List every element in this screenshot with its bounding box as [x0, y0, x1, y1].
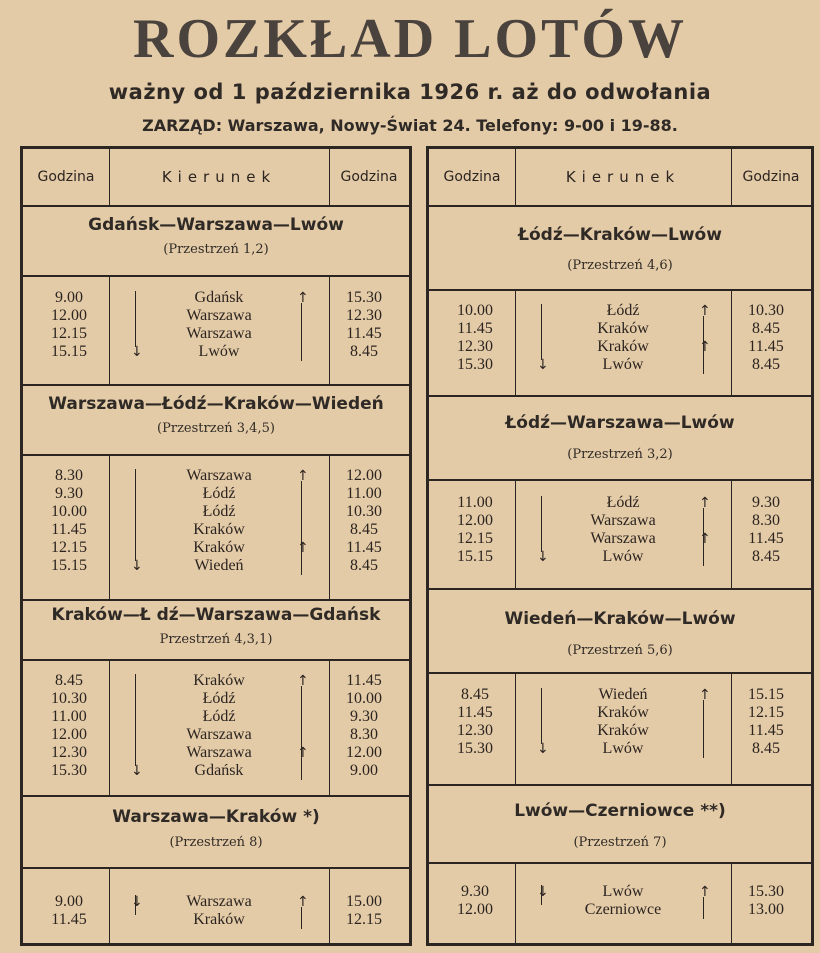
route-separator [429, 479, 811, 481]
departure-time: 12.30 [51, 744, 87, 761]
header-time-departure: Godzina [443, 169, 501, 185]
direction-stem-up [301, 686, 302, 780]
arrival-time: 10.30 [346, 503, 382, 520]
down-arrow-icon: ↓ [537, 549, 549, 565]
arrival-time: 12.15 [748, 704, 784, 721]
departure-time: 11.45 [51, 911, 87, 928]
header-time-arrival: Godzina [340, 169, 398, 185]
departure-time: 12.30 [457, 338, 493, 355]
up-arrow-icon: ↑ [699, 339, 711, 355]
arrival-time: 15.00 [346, 893, 382, 910]
city-name: Kraków [597, 722, 649, 739]
city-name: Warszawa [590, 530, 656, 547]
departure-time: 12.15 [457, 530, 493, 547]
city-name: Wiedeń [194, 557, 244, 574]
city-name: Kraków [597, 704, 649, 721]
route-times [23, 289, 409, 361]
direction-stem-up [703, 700, 704, 758]
departure-times [449, 494, 501, 566]
city-name: Kraków [193, 521, 245, 538]
departure-times [449, 883, 501, 919]
down-arrow-icon: ↓ [131, 558, 143, 574]
management-address: ZARZĄD: Warszawa, Nowy-Świat 24. Telefony: 9-00 i 19-88. [142, 116, 678, 135]
arrival-times [739, 883, 793, 919]
up-arrow-icon: ↑ [699, 303, 711, 319]
departure-time: 12.00 [51, 726, 87, 743]
direction-stem-down [541, 496, 542, 552]
city-name: Kraków [597, 338, 649, 355]
city-name: Lwów [602, 548, 644, 565]
down-arrow-icon: ↓ [537, 741, 549, 757]
city-name: Wiedeń [598, 686, 648, 703]
schedule-table-left [20, 146, 412, 946]
departure-time: 12.15 [51, 325, 87, 342]
departure-times [43, 893, 95, 929]
city-name: Kraków [193, 911, 245, 928]
route-segments: (Przestrzeń 7) [573, 835, 667, 850]
departure-times [43, 467, 95, 575]
up-arrow-icon: ↑ [699, 531, 711, 547]
route-block [23, 386, 409, 601]
departure-time: 11.00 [51, 708, 87, 725]
departure-time: 10.00 [51, 503, 87, 520]
route-title: Warszawa—Kraków *) [112, 807, 320, 827]
departure-time: 15.30 [457, 740, 493, 757]
departure-time: 12.00 [51, 307, 87, 324]
departure-times [43, 289, 95, 361]
arrival-time: 8.45 [752, 320, 780, 337]
city-name: Lwów [602, 883, 644, 900]
header-divider [515, 149, 516, 205]
route-block [23, 207, 409, 386]
departure-times [449, 302, 501, 374]
departure-time: 11.45 [51, 521, 87, 538]
route-times [23, 672, 409, 780]
departure-time: 9.00 [55, 289, 83, 306]
arrival-times [337, 467, 391, 575]
arrival-time: 9.00 [350, 762, 378, 779]
route-title: Lwów—Czerniowce **) [514, 801, 726, 821]
city-list [555, 302, 691, 374]
header-direction: Kierunek [565, 168, 681, 186]
arrival-time: 10.30 [748, 302, 784, 319]
arrival-time: 8.30 [350, 726, 378, 743]
city-name: Gdańsk [194, 762, 244, 779]
city-name: Lwów [602, 356, 644, 373]
route-separator [429, 862, 811, 864]
validity-subtitle: ważny od 1 października 1926 r. aż do odwołania [108, 80, 712, 104]
route-block [429, 397, 811, 590]
city-name: Łódź [202, 708, 236, 725]
departure-times [449, 686, 501, 758]
city-name: Łódź [606, 302, 640, 319]
route-segments: (Przestrzeń 3,4,5) [157, 421, 275, 436]
departure-time: 15.15 [51, 343, 87, 360]
departure-time: 8.30 [55, 467, 83, 484]
direction-stem-up [301, 303, 302, 361]
direction-stem-down [135, 674, 136, 766]
arrival-time: 12.15 [346, 911, 382, 928]
city-name: Warszawa [186, 467, 252, 484]
header-time-arrival: Godzina [742, 169, 800, 185]
arrival-time: 12.00 [346, 467, 382, 484]
arrival-times [337, 289, 391, 361]
route-block [429, 590, 811, 786]
arrival-time: 15.30 [346, 289, 382, 306]
route-separator [429, 672, 811, 674]
city-name: Łódź [202, 485, 236, 502]
arrival-times [739, 302, 793, 374]
table-header [429, 149, 811, 207]
arrival-time: 9.30 [752, 494, 780, 511]
route-block [23, 601, 409, 797]
city-name: Gdańsk [194, 289, 244, 306]
arrival-time: 11.00 [346, 485, 382, 502]
route-times [429, 686, 811, 758]
route-title: Wiedeń—Kraków—Lwów [504, 609, 736, 629]
arrival-time: 11.45 [748, 530, 784, 547]
route-separator [429, 289, 811, 291]
departure-time: 10.00 [457, 302, 493, 319]
arrival-time: 11.45 [748, 722, 784, 739]
header-divider [731, 149, 732, 205]
arrival-time: 11.45 [346, 325, 382, 342]
down-arrow-icon: ↓ [537, 357, 549, 373]
arrival-time: 11.45 [346, 672, 382, 689]
city-list [555, 883, 691, 919]
up-arrow-icon: ↑ [297, 540, 309, 556]
route-title: Kraków—Ł dź—Warszawa—Gdańsk [51, 605, 381, 625]
route-times [23, 467, 409, 575]
arrival-time: 8.45 [350, 557, 378, 574]
route-times [429, 883, 811, 919]
arrival-time: 15.15 [748, 686, 784, 703]
arrival-time: 15.30 [748, 883, 784, 900]
city-list [149, 893, 289, 929]
arrival-times [739, 494, 793, 566]
arrival-time: 8.30 [752, 512, 780, 529]
route-segments: (Przestrzeń 3,2) [567, 447, 673, 462]
departure-time: 15.30 [51, 762, 87, 779]
departure-time: 8.45 [461, 686, 489, 703]
city-name: Łódź [202, 503, 236, 520]
arrival-time: 12.00 [346, 744, 382, 761]
route-title: Łódź—Kraków—Lwów [518, 225, 722, 245]
city-name: Warszawa [186, 726, 252, 743]
route-times [23, 893, 409, 929]
city-name: Łódź [606, 494, 640, 511]
direction-stem-up [703, 897, 704, 919]
departure-time: 15.30 [457, 356, 493, 373]
departure-time: 12.15 [51, 539, 87, 556]
up-arrow-icon: ↑ [297, 673, 309, 689]
route-block [23, 797, 409, 946]
up-arrow-icon: ↑ [297, 290, 309, 306]
up-arrow-icon: ↑ [297, 468, 309, 484]
arrival-time: 8.45 [350, 343, 378, 360]
arrival-time: 9.30 [350, 708, 378, 725]
arrival-time: 10.00 [346, 690, 382, 707]
page-title: ROZKŁAD LOTÓW [133, 8, 687, 70]
city-name: Lwów [602, 740, 644, 757]
route-times [429, 494, 811, 566]
direction-stem-up [301, 907, 302, 929]
arrival-time: 8.45 [752, 356, 780, 373]
departure-time: 11.45 [457, 320, 493, 337]
header-direction: Kierunek [161, 168, 277, 186]
arrival-time: 8.45 [350, 521, 378, 538]
route-segments: (Przestrzeń 4,6) [567, 258, 673, 273]
down-arrow-icon: ↓ [131, 894, 143, 910]
route-times [429, 302, 811, 374]
route-title: Warszawa—Łódź—Kraków—Wiedeń [48, 394, 384, 414]
route-separator [23, 454, 409, 456]
header-divider [109, 149, 110, 205]
direction-stem-down [135, 469, 136, 561]
departure-time: 15.15 [51, 557, 87, 574]
route-title: Gdańsk—Warszawa—Lwów [88, 215, 344, 235]
route-separator [23, 659, 409, 661]
city-name: Warszawa [590, 512, 656, 529]
route-segments: (Przestrzeń 1,2) [163, 242, 269, 257]
arrival-times [337, 893, 391, 929]
departure-times [43, 672, 95, 780]
city-name: Kraków [193, 539, 245, 556]
header-time-departure: Godzina [37, 169, 95, 185]
arrival-time: 11.45 [748, 338, 784, 355]
city-name: Warszawa [186, 893, 252, 910]
route-segments: (Przestrzeń 8) [169, 835, 263, 850]
down-arrow-icon: ↓ [131, 344, 143, 360]
table-header [23, 149, 409, 207]
header-divider [329, 149, 330, 205]
departure-time: 10.30 [51, 690, 87, 707]
up-arrow-icon: ↑ [699, 687, 711, 703]
arrival-time: 11.45 [346, 539, 382, 556]
direction-stem-up [301, 481, 302, 575]
city-name: Warszawa [186, 744, 252, 761]
city-name: Warszawa [186, 325, 252, 342]
direction-stem-down [135, 291, 136, 347]
arrival-time: 8.45 [752, 740, 780, 757]
departure-time: 8.45 [55, 672, 83, 689]
city-list [149, 467, 289, 575]
arrival-time: 12.30 [346, 307, 382, 324]
route-segments: Przestrzeń 4,3,1) [159, 632, 273, 647]
up-arrow-icon: ↑ [699, 884, 711, 900]
departure-time: 11.00 [457, 494, 493, 511]
departure-time: 12.30 [457, 722, 493, 739]
route-separator [23, 275, 409, 277]
direction-stem-down [541, 688, 542, 744]
departure-time: 15.15 [457, 548, 493, 565]
route-segments: (Przestrzeń 5,6) [567, 643, 673, 658]
arrival-time: 13.00 [748, 901, 784, 918]
city-name: Kraków [597, 320, 649, 337]
down-arrow-icon: ↓ [131, 763, 143, 779]
down-arrow-icon: ↓ [537, 884, 549, 900]
city-name: Lwów [198, 343, 240, 360]
city-name: Czerniowce [584, 901, 662, 918]
arrival-time: 8.45 [752, 548, 780, 565]
direction-stem-down [541, 304, 542, 360]
city-list [149, 289, 289, 361]
departure-time: 9.30 [55, 485, 83, 502]
departure-time: 12.00 [457, 901, 493, 918]
departure-time: 9.30 [461, 883, 489, 900]
arrival-times [337, 672, 391, 780]
up-arrow-icon: ↑ [297, 894, 309, 910]
city-name: Łódź [202, 690, 236, 707]
route-title: Łódź—Warszawa—Lwów [505, 413, 735, 433]
arrival-times [739, 686, 793, 758]
route-block [429, 786, 811, 946]
city-list [149, 672, 289, 780]
city-name: Warszawa [186, 307, 252, 324]
route-separator [23, 867, 409, 869]
departure-time: 9.00 [55, 893, 83, 910]
departure-time: 11.45 [457, 704, 493, 721]
route-block [429, 207, 811, 397]
departure-time: 12.00 [457, 512, 493, 529]
up-arrow-icon: ↑ [297, 745, 309, 761]
schedule-table-right [426, 146, 814, 946]
city-list [555, 686, 691, 758]
city-list [555, 494, 691, 566]
up-arrow-icon: ↑ [699, 495, 711, 511]
city-name: Kraków [193, 672, 245, 689]
